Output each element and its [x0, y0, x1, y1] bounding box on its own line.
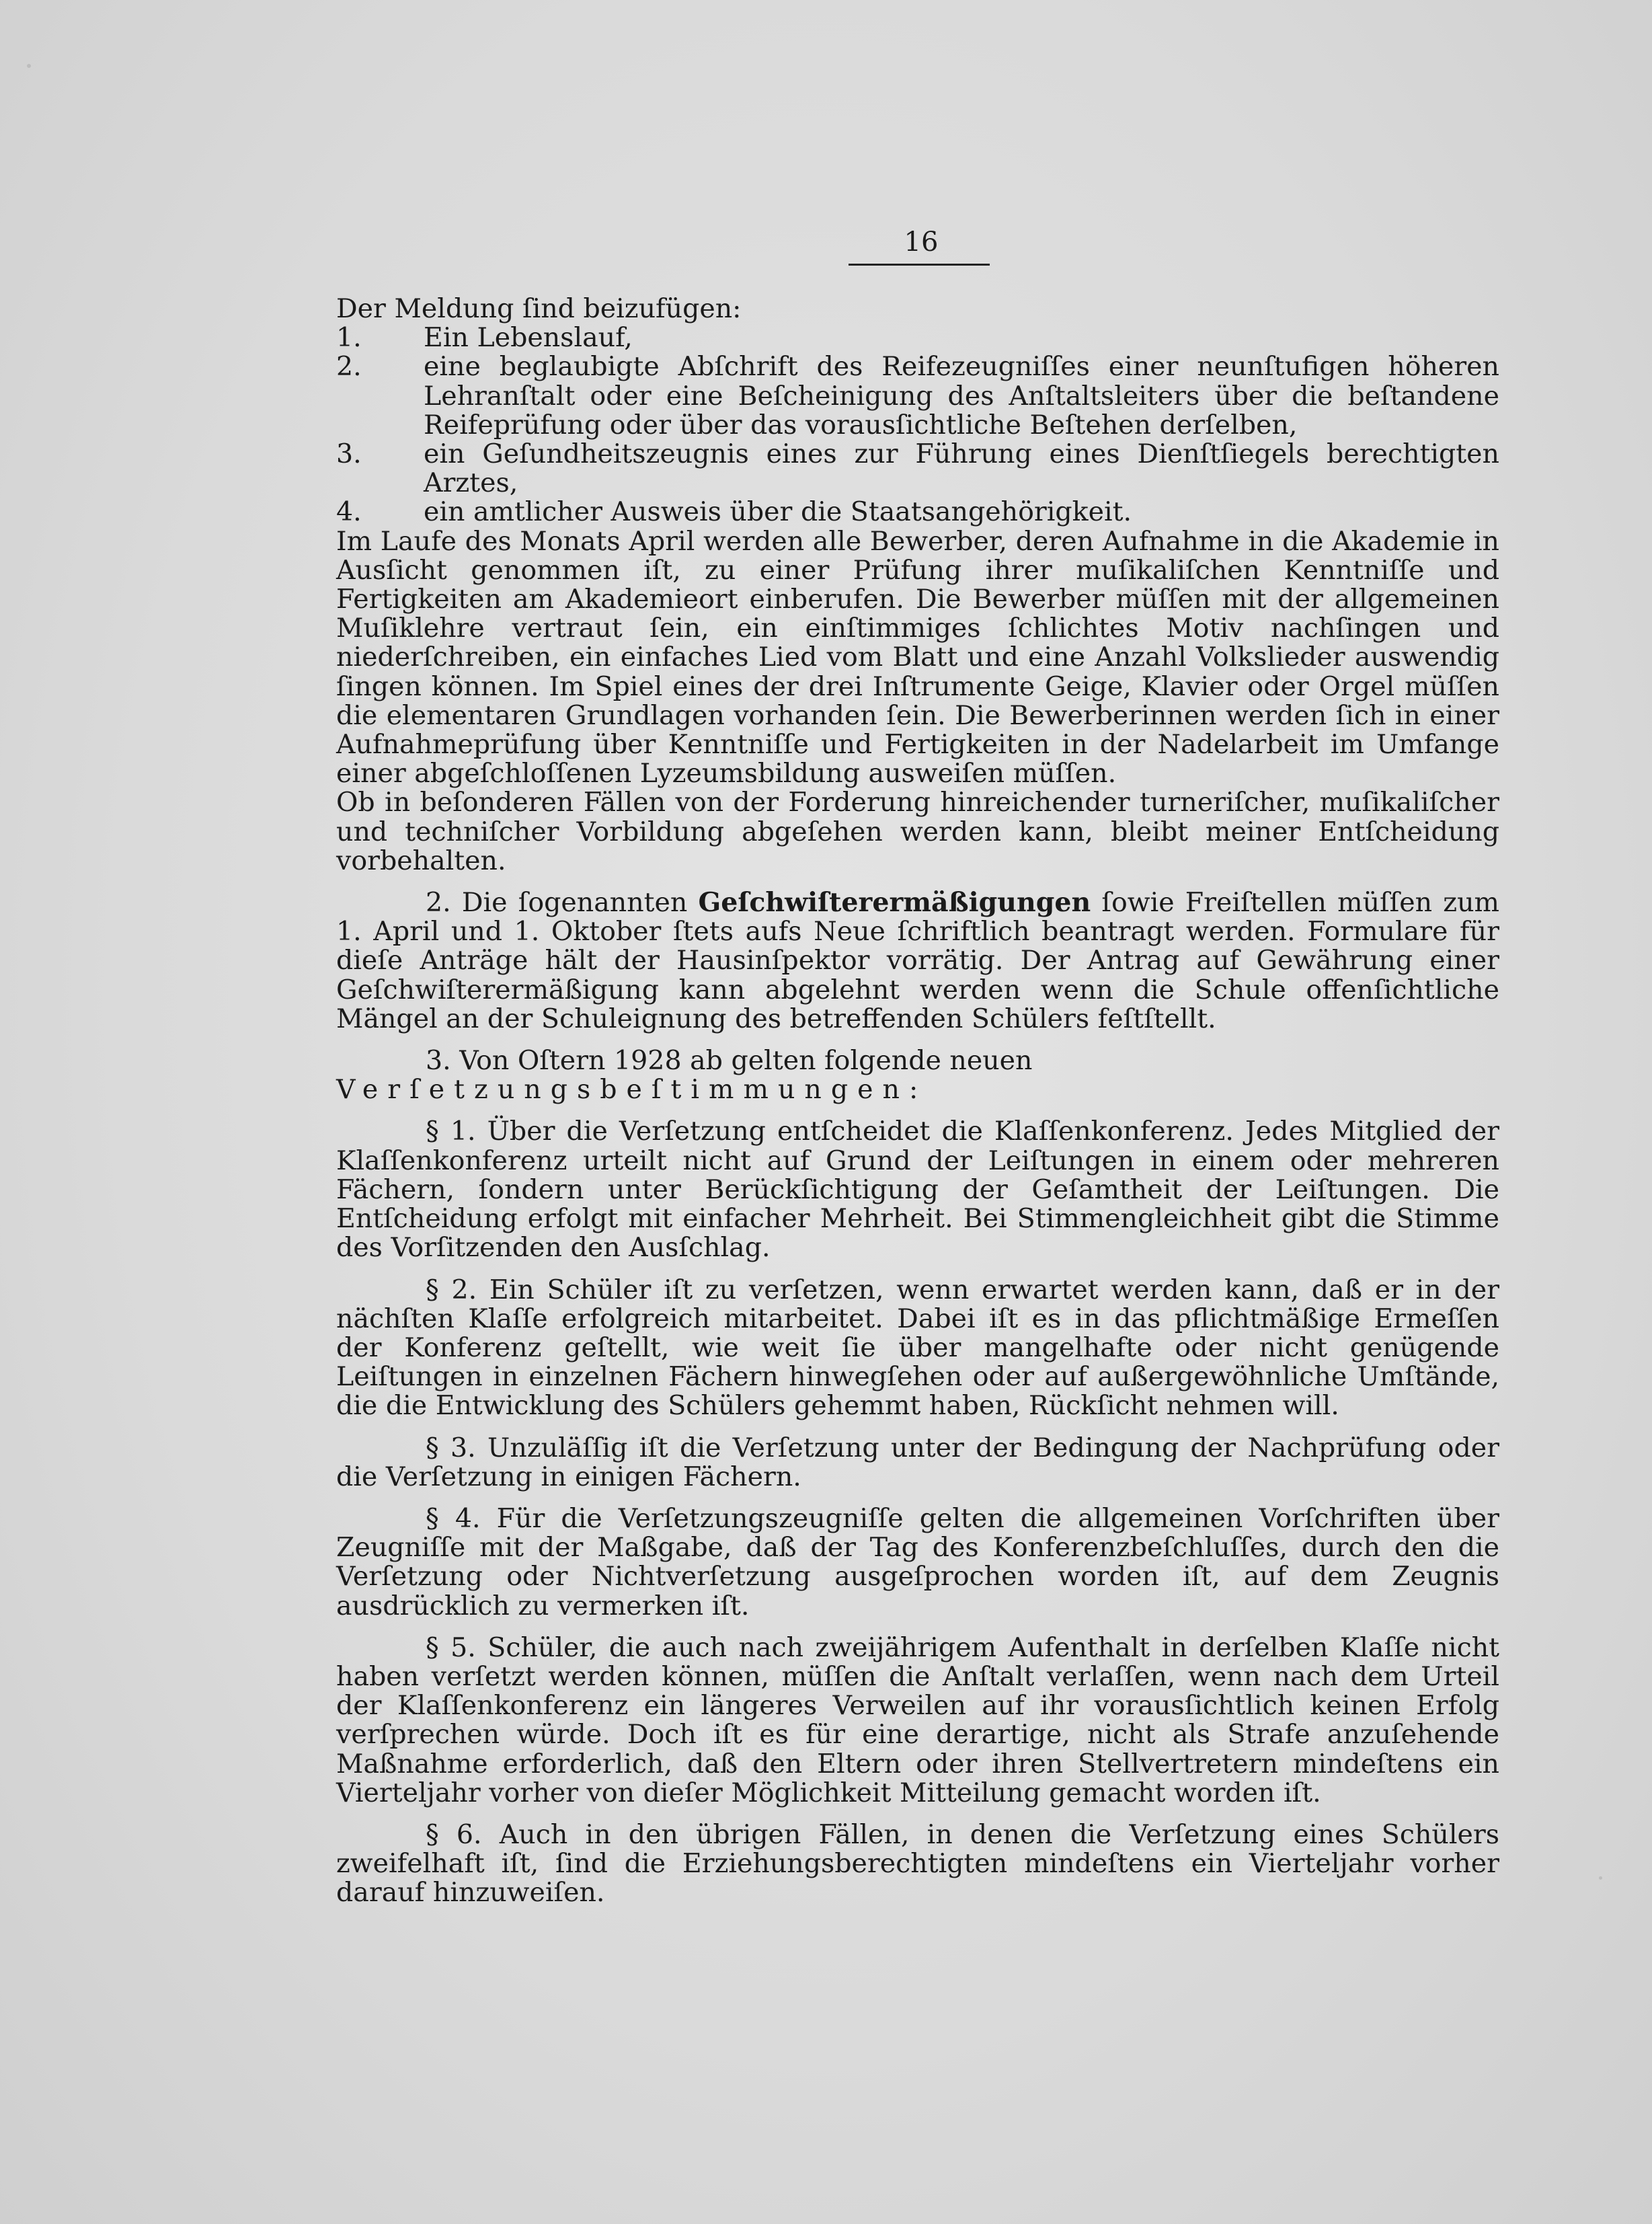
- list-item-text: ein Geſundheitszeugnis eines zur Führung eines Dienſtſiegels berechtigten Arztes,: [424, 438, 1499, 499]
- section-mark: § 5.: [426, 1632, 476, 1663]
- rule-paragraph: [336, 1820, 1499, 1908]
- admission-paragraph: Im Laufe des Monats April werden alle Bewerber, deren Aufnahme in die Akademie in Ausſicht genommen iſt, zu einer Prüfung ihrer muſikaliſchen Kenntniſſe und Fertigkeiten am Akademieort einberufen. Die Bewerber müſſen mit der allgemeinen Muſiklehre vertraut ſein, ein einſtimmiges ſchlichtes Motiv nachſingen und niederſchreiben, ein einfaches Lied vom Blatt und eine Anzahl Volkslieder auswendig ſingen können. Im Spiel eines der drei Inſtrumente Geige, Klavier oder Orgel müſſen die elementaren Grundlagen vorhanden ſein. Die Bewerberinnen werden ſich in einer Aufnahmeprüfung über Kenntniſſe und Fertigkeiten in der Nadelarbeit im Umfange einer abgeſchloſſenen Lyzeumsbildung ausweiſen müſſen.: [336, 525, 1499, 790]
- rule-text: Über die Verſetzung entſcheidet die Klaſſenkonferenz. Jedes Mitglied der Klaſſenkonferenz urteilt nicht auf Grund der Leiſtungen in einem oder mehreren Fächern, ſondern unter Berückſichtigung der Geſamtheit der Leiſtungen. Die Entſcheidung erfolgt mit einfacher Mehrheit. Bei Stimmengleichheit gibt die Stimme des Vorſitzenden den Ausſchlag.: [336, 1116, 1499, 1264]
- list-item-text: Ein Lebenslauf,: [424, 322, 633, 354]
- rule-text: Für die Verſetzungszeugniſſe gelten die allgemeinen Vorſchriften über Zeugniſſe mit der Maßgabe, daß der Tag des Konferenzbeſchluſſes, durch den die Verſetzung oder Nichtverſetzung ausgeſprochen worden iſt, auf dem Zeugnis ausdrücklich zu vermerken iſt.: [336, 1502, 1499, 1621]
- requirements-list: [336, 323, 1499, 527]
- page-number: 16: [904, 227, 939, 258]
- body-text: [336, 295, 1499, 1908]
- rule-text: Ein Schüler iſt zu verſetzen, wenn erwartet werden kann, daß er in der nächſten Klaſſe erfolgreich mitarbeitet. Dabei iſt es in das pflichtmäßige Ermeſſen der Konferenz geſtellt, wie weit ſie über mangelhafte oder nicht genügende Leiſtungen in einzelnen Fächern hinwegſehen oder auf außergewöhnliche Umſtände, die die Entwicklung des Schülers gehemmt haben, Rückſicht nehmen will.: [336, 1274, 1499, 1422]
- section-mark: § 3.: [426, 1432, 476, 1463]
- section-2-lead: 2. Die ſogenannten: [426, 887, 688, 919]
- exemption-paragraph: Ob in beſonderen Fällen von der Forderung hinreichender turneriſcher, muſikaliſcher und techniſcher Vorbildung abgeſehen werden kann, bleibt meiner Entſcheidung vorbehalten.: [336, 787, 1499, 876]
- rule-paragraph: [336, 1117, 1499, 1262]
- list-item-number: 4.: [336, 496, 362, 528]
- section-3-lead: 3. Von Oſtern 1928 ab gelten folgende neuen: [426, 1045, 1033, 1077]
- paper-speck: [27, 64, 31, 68]
- section-mark: § 2.: [426, 1274, 477, 1305]
- paper-speck: [1599, 1876, 1602, 1880]
- list-item-text: ein amtlicher Ausweis über die Staatsangehörigkeit.: [424, 496, 1132, 528]
- list-item: [336, 440, 1499, 498]
- section-3-heading: [336, 1046, 1499, 1104]
- section-3-term: Verſetzungsbeſtimmungen:: [336, 1074, 928, 1106]
- section-2-term: Geſchwiſterermäßigungen: [698, 887, 1091, 919]
- section-mark: § 4.: [426, 1502, 481, 1534]
- section-2-text: ſowie Freiſtellen müſſen zum 1. April und 1. Oktober ſtets aufs Neue ſchriftlich beantragt werden. Formulare für dieſe Anträge hält der Hausinſpektor vorrätig. Der Antrag auf Gewährung einer Geſchwiſterermäßigung kann abgelehnt werden wenn die Schule offenſichtliche Mängel an der Schuleignung des betreffenden Schülers feſtſtellt.: [336, 887, 1499, 1034]
- rule-text: Unzuläſſig iſt die Verſetzung unter der Bedingung der Nachprüfung oder die Verſetzung in einigen Fächern.: [336, 1432, 1500, 1492]
- section-mark: § 1.: [426, 1116, 476, 1147]
- rule-paragraph: [336, 1276, 1499, 1421]
- rule-paragraph: [336, 1434, 1499, 1492]
- rule-text: Auch in den übrigen Fällen, in denen die Verſetzung eines Schülers zweifelhaft iſt, ſind die Erziehungsberechtigten mindeſtens ein Vierteljahr vorher darauf hinzuweiſen.: [336, 1818, 1499, 1909]
- list-item-number: 2.: [336, 351, 362, 383]
- list-item-number: 3.: [336, 438, 362, 470]
- rule-paragraph: [336, 1634, 1499, 1808]
- requirements-intro: Der Meldung ſind beizufügen:: [336, 293, 742, 324]
- section-mark: § 6.: [426, 1818, 482, 1850]
- list-item-number: 1.: [336, 322, 362, 354]
- list-item: [336, 323, 1499, 352]
- section-2-paragraph: [336, 888, 1499, 1034]
- list-item: [336, 498, 1499, 527]
- header-rule: [849, 264, 990, 266]
- list-item-text: eine beglaubigte Abſchrift des Reifezeugniſſes einer neunſtufigen höheren Lehranſtalt oder eine Beſcheinigung des Anſtaltsleiters über die beſtandene Reifeprüfung oder über das vorausſichtliche Beſtehen derſelben,: [424, 351, 1499, 440]
- list-item: [336, 352, 1499, 440]
- rule-text: Schüler, die auch nach zweijährigem Aufenthalt in derſelben Klaſſe nicht haben verſetzt werden können, müſſen die Anſtalt verlaſſen, wenn nach dem Urteil der Klaſſenkonferenz ein längeres Verweilen auf ihr vorausſichtlich keinen Erfolg verſprechen würde. Doch iſt es für eine derartige, nicht als Strafe anzuſehende Maßnahme erforderlich, daß den Eltern oder ihren Stellvertretern mindeſtens ein Vierteljahr vorher von dieſer Möglichkeit Mitteilung gemacht worden iſt.: [336, 1632, 1500, 1808]
- rule-paragraph: [336, 1504, 1499, 1621]
